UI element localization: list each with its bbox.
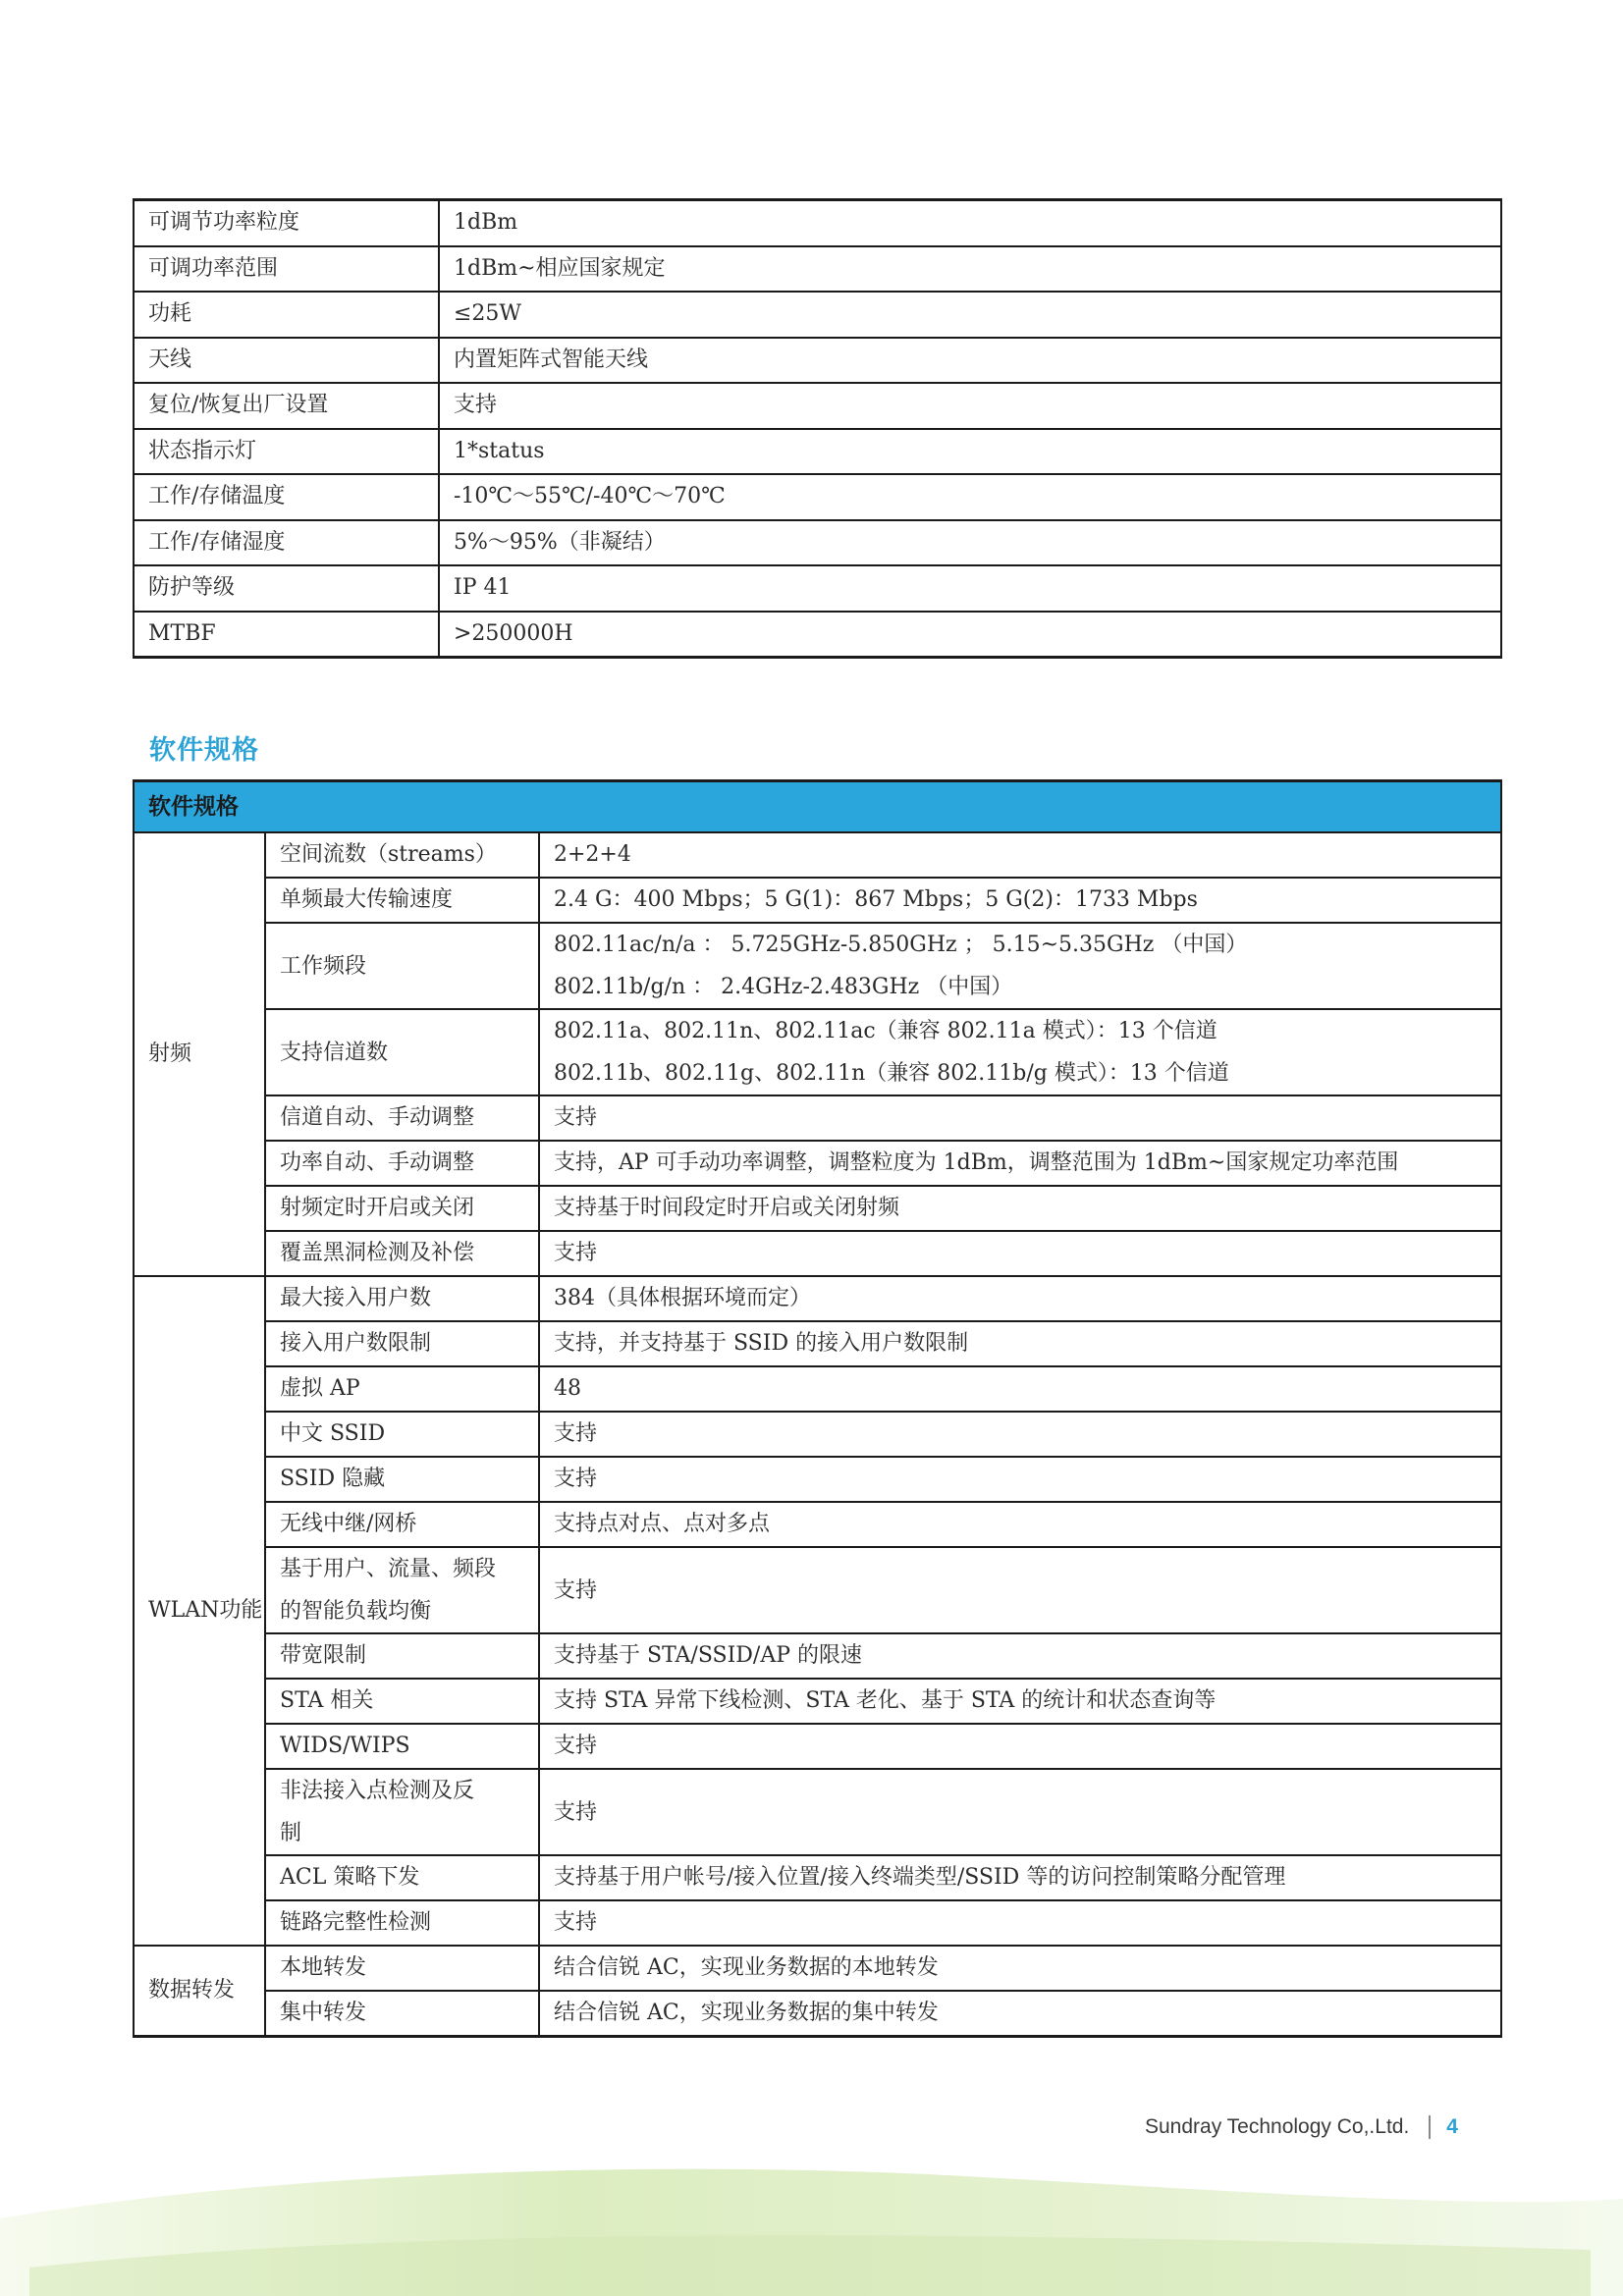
spec-value: -10℃～55℃/-40℃～70℃ xyxy=(439,474,1501,520)
spec-value-line: 支持 STA 异常下线检测、STA 老化、基于 STA 的统计和状态查询等 xyxy=(554,1688,1217,1713)
spec-value-line: 支持 xyxy=(554,1734,598,1758)
software-spec-row xyxy=(134,1366,1501,1412)
spec-feature-line: WIDS/WIPS xyxy=(280,1734,410,1758)
page-footer xyxy=(1145,2110,1458,2144)
spec-value-line: 802.11b/g/n ： 2.4GHz-2.483GHz （中国） xyxy=(554,975,1013,999)
hardware-spec-row xyxy=(134,429,1501,475)
hardware-spec-row xyxy=(134,474,1501,520)
spec-feature xyxy=(265,1991,539,2037)
spec-feature-line: 基于用户、流量、频段 xyxy=(280,1557,497,1581)
software-spec-row xyxy=(134,1946,1501,1991)
software-spec-row xyxy=(134,1502,1501,1547)
spec-feature-line: 支持信道数 xyxy=(280,1040,389,1065)
spec-feature xyxy=(265,878,539,923)
spec-feature-line: 单频最大传输速度 xyxy=(280,887,454,912)
spec-feature xyxy=(265,1009,539,1095)
hardware-spec-table xyxy=(133,198,1502,659)
spec-feature-line: 制 xyxy=(280,1821,302,1845)
spec-value xyxy=(539,1946,1501,1991)
spec-value xyxy=(539,1366,1501,1412)
software-spec-row xyxy=(134,1633,1501,1679)
software-spec-row xyxy=(134,1991,1501,2037)
spec-feature xyxy=(265,1095,539,1141)
spec-feature xyxy=(265,1457,539,1502)
spec-feature xyxy=(265,923,539,1009)
company-name: Sundray Technology Co,.Ltd. xyxy=(1145,2115,1410,2138)
spec-value-line: 支持基于 STA/SSID/AP 的限速 xyxy=(554,1643,863,1668)
page-number: 4 xyxy=(1446,2115,1458,2138)
spec-value xyxy=(539,1991,1501,2037)
spec-value xyxy=(539,1724,1501,1769)
hardware-spec-row xyxy=(134,565,1501,612)
spec-value: 1dBm~相应国家规定 xyxy=(439,246,1501,293)
spec-value-line: 支持基于时间段定时开启或关闭射频 xyxy=(554,1196,900,1220)
spec-value-line: 支持基于用户帐号/接入位置/接入终端类型/SSID 等的访问控制策略分配管理 xyxy=(554,1865,1286,1890)
spec-value-line: 支持 xyxy=(554,1421,598,1446)
spec-group-label: 射频 xyxy=(134,832,265,1276)
spec-value-line: 2.4 G：400 Mbps；5 G(1)：867 Mbps；5 G(2)：1733 Mbps xyxy=(554,887,1198,912)
software-spec-row xyxy=(134,1276,1501,1321)
spec-value xyxy=(539,832,1501,878)
spec-value: 1dBm xyxy=(439,200,1501,246)
footer-wave-decoration xyxy=(0,2160,1623,2296)
hardware-spec-row xyxy=(134,612,1501,658)
software-spec-row xyxy=(134,1769,1501,1855)
spec-feature-line: 本地转发 xyxy=(280,1955,367,1980)
spec-value xyxy=(539,1321,1501,1366)
software-spec-row xyxy=(134,1412,1501,1457)
spec-feature xyxy=(265,832,539,878)
hardware-spec-row xyxy=(134,292,1501,338)
spec-label: 可调功率范围 xyxy=(134,246,439,293)
spec-value-line: 支持 xyxy=(554,1241,598,1265)
spec-feature xyxy=(265,1547,539,1633)
spec-feature-line: 空间流数（streams） xyxy=(280,842,497,867)
spec-label: 工作/存储湿度 xyxy=(134,520,439,566)
software-spec-row xyxy=(134,878,1501,923)
spec-value: ≤25W xyxy=(439,292,1501,338)
spec-feature xyxy=(265,1231,539,1276)
spec-value-line: 结合信锐 AC，实现业务数据的集中转发 xyxy=(554,2001,939,2025)
spec-feature xyxy=(265,1946,539,1991)
spec-value xyxy=(539,1412,1501,1457)
spec-feature-line: 的智能负载均衡 xyxy=(280,1599,432,1624)
spec-feature-line: 带宽限制 xyxy=(280,1643,367,1668)
spec-feature xyxy=(265,1769,539,1855)
spec-feature-line: 集中转发 xyxy=(280,2001,367,2025)
spec-feature xyxy=(265,1186,539,1231)
hardware-spec-row xyxy=(134,246,1501,293)
spec-value xyxy=(539,1769,1501,1855)
software-spec-row xyxy=(134,1855,1501,1900)
spec-value-line: 支持 xyxy=(554,1577,598,1603)
software-spec-heading: 软件规格 xyxy=(149,735,259,766)
spec-value: IP 41 xyxy=(439,565,1501,612)
spec-feature xyxy=(265,1321,539,1366)
software-table-header-row xyxy=(134,781,1501,833)
spec-value xyxy=(539,1009,1501,1095)
spec-value-line: 2+2+4 xyxy=(554,842,631,867)
spec-value-line: 支持 xyxy=(554,1799,598,1825)
spec-label: 状态指示灯 xyxy=(134,429,439,475)
footer-divider xyxy=(1429,2115,1431,2139)
spec-feature-line: 无线中继/网桥 xyxy=(280,1512,417,1536)
spec-value xyxy=(539,1502,1501,1547)
spec-feature-line: 射频定时开启或关闭 xyxy=(280,1196,475,1220)
spec-value-line: 48 xyxy=(554,1376,581,1401)
spec-value: 支持 xyxy=(439,383,1501,429)
spec-value xyxy=(539,1679,1501,1724)
spec-feature xyxy=(265,1366,539,1412)
software-table-header: 软件规格 xyxy=(134,781,1501,833)
spec-feature xyxy=(265,1412,539,1457)
software-spec-row xyxy=(134,1009,1501,1095)
spec-feature-line: 链路完整性检测 xyxy=(280,1910,432,1935)
software-spec-row xyxy=(134,923,1501,1009)
spec-value-line: 802.11ac/n/a ： 5.725GHz-5.850GHz ； 5.15~5.35GHz （中国） xyxy=(554,933,1248,957)
spec-group-label: 数据转发 xyxy=(134,1946,265,2037)
spec-value-line: 802.11b、802.11g、802.11n（兼容 802.11b/g 模式）：13 个信道 xyxy=(554,1061,1229,1086)
software-spec-row xyxy=(134,1900,1501,1946)
spec-value: 1*status xyxy=(439,429,1501,475)
spec-label: 复位/恢复出厂设置 xyxy=(134,383,439,429)
spec-value xyxy=(539,923,1501,1009)
software-spec-table xyxy=(133,779,1502,2038)
spec-feature-line: 覆盖黑洞检测及补偿 xyxy=(280,1241,475,1265)
spec-feature xyxy=(265,1633,539,1679)
spec-value: 5%～95%（非凝结） xyxy=(439,520,1501,566)
spec-feature xyxy=(265,1502,539,1547)
spec-value xyxy=(539,1231,1501,1276)
spec-feature-line: ACL 策略下发 xyxy=(280,1865,420,1890)
spec-value xyxy=(539,1855,1501,1900)
spec-feature xyxy=(265,1724,539,1769)
software-spec-row xyxy=(134,1141,1501,1186)
spec-value xyxy=(539,1547,1501,1633)
spec-feature xyxy=(265,1900,539,1946)
spec-value xyxy=(539,1186,1501,1231)
spec-value xyxy=(539,1276,1501,1321)
spec-label: MTBF xyxy=(134,612,439,658)
spec-feature-line: 中文 SSID xyxy=(280,1421,386,1446)
spec-feature-line: 功率自动、手动调整 xyxy=(280,1150,475,1175)
software-spec-row xyxy=(134,1457,1501,1502)
hardware-spec-row xyxy=(134,520,1501,566)
spec-label: 天线 xyxy=(134,338,439,384)
spec-value-line: 支持 xyxy=(554,1467,598,1491)
spec-feature-line: STA 相关 xyxy=(280,1688,374,1713)
software-spec-row xyxy=(134,1095,1501,1141)
hardware-spec-row xyxy=(134,338,1501,384)
spec-value-line: 支持，AP 可手动功率调整，调整粒度为 1dBm，调整范围为 1dBm~国家规定功率范围 xyxy=(554,1150,1399,1175)
spec-feature-line: 接入用户数限制 xyxy=(280,1331,432,1356)
spec-value xyxy=(539,1900,1501,1946)
spec-value xyxy=(539,1457,1501,1502)
spec-value-line: 支持 xyxy=(554,1105,598,1130)
spec-feature-line: 信道自动、手动调整 xyxy=(280,1105,475,1130)
spec-label: 可调节功率粒度 xyxy=(134,200,439,246)
spec-value-line: 802.11a、802.11n、802.11ac（兼容 802.11a 模式）：13 个信道 xyxy=(554,1019,1217,1043)
spec-feature-line: 工作频段 xyxy=(280,953,367,979)
spec-value: 内置矩阵式智能天线 xyxy=(439,338,1501,384)
hardware-spec-row xyxy=(134,200,1501,246)
spec-label: 工作/存储温度 xyxy=(134,474,439,520)
spec-feature-line: 虚拟 AP xyxy=(280,1376,360,1401)
spec-value xyxy=(539,1095,1501,1141)
software-spec-row xyxy=(134,1679,1501,1724)
spec-feature xyxy=(265,1679,539,1724)
spec-label: 防护等级 xyxy=(134,565,439,612)
spec-value-line: 结合信锐 AC，实现业务数据的本地转发 xyxy=(554,1955,939,1980)
spec-feature-line: SSID 隐藏 xyxy=(280,1467,386,1491)
spec-feature-line: 非法接入点检测及反 xyxy=(280,1779,475,1803)
hardware-spec-row xyxy=(134,383,1501,429)
spec-value-line: 支持点对点、点对多点 xyxy=(554,1512,771,1536)
spec-feature-line: 最大接入用户数 xyxy=(280,1286,432,1310)
spec-value-line: 384（具体根据环境而定） xyxy=(554,1286,811,1310)
spec-value-line: 支持 xyxy=(554,1910,598,1935)
spec-value: >250000H xyxy=(439,612,1501,658)
spec-feature xyxy=(265,1141,539,1186)
software-spec-row xyxy=(134,832,1501,878)
spec-group-label: WLAN功能 xyxy=(134,1276,265,1946)
spec-label: 功耗 xyxy=(134,292,439,338)
spec-feature xyxy=(265,1276,539,1321)
software-spec-row xyxy=(134,1724,1501,1769)
spec-value-line: 支持，并支持基于 SSID 的接入用户数限制 xyxy=(554,1331,969,1356)
spec-feature xyxy=(265,1855,539,1900)
spec-value xyxy=(539,1633,1501,1679)
spec-value xyxy=(539,878,1501,923)
software-spec-row xyxy=(134,1231,1501,1276)
software-spec-row xyxy=(134,1321,1501,1366)
spec-value xyxy=(539,1141,1501,1186)
software-spec-row xyxy=(134,1186,1501,1231)
software-spec-row xyxy=(134,1547,1501,1633)
